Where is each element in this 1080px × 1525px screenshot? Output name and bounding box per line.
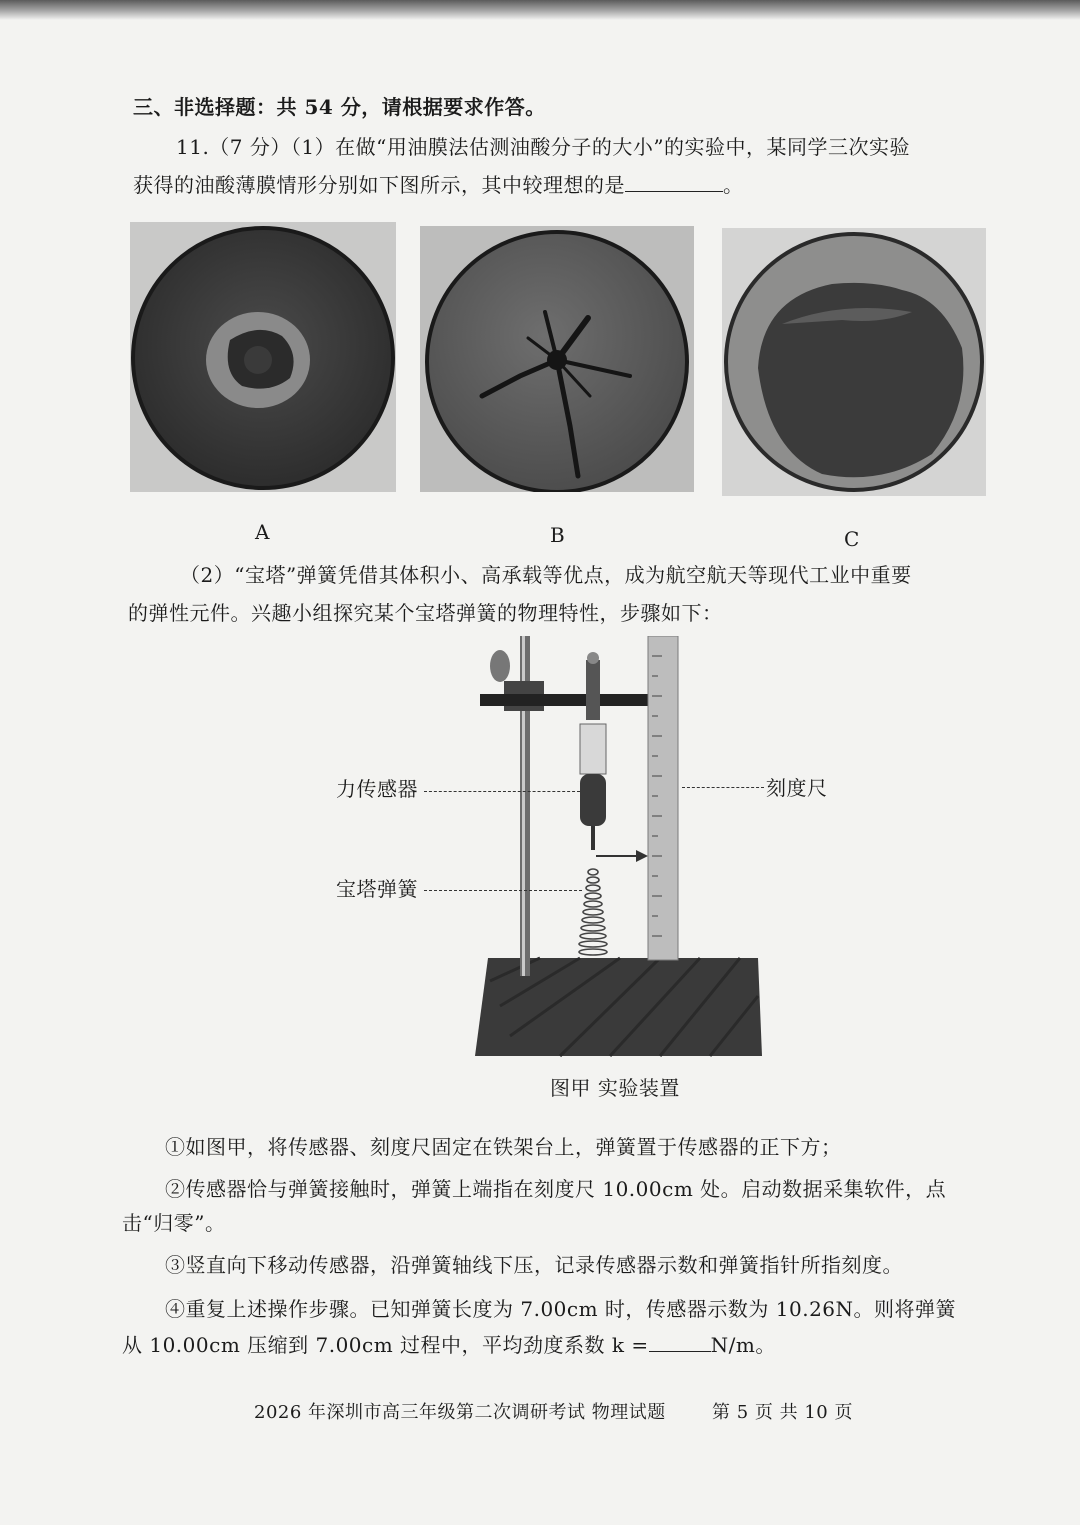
step-2-line1: ②传感器恰与弹簧接触时，弹簧上端指在刻度尺 10.00cm 处。启动数据采集软件，点 <box>165 1177 947 1201</box>
leader-pagoda-spring <box>424 890 582 891</box>
image-label-c: C <box>844 527 860 551</box>
experiment-apparatus-figure <box>470 636 770 1064</box>
label-pagoda-spring: 宝塔弹簧 <box>336 877 418 901</box>
leader-ruler <box>682 787 764 788</box>
scan-top-edge <box>0 0 1080 20</box>
step-4-line1: ④重复上述操作步骤。已知弹簧长度为 7.00cm 时，传感器示数为 10.26N。则将弹簧 <box>165 1297 957 1321</box>
oil-film-photo-a <box>130 222 396 492</box>
section-heading: 三、非选择题：共 54 分，请根据要求作答。 <box>133 95 546 119</box>
answer-blank-1[interactable] <box>625 173 723 192</box>
step-3: ③竖直向下移动传感器，沿弹簧轴线下压，记录传感器示数和弹簧指针所指刻度。 <box>165 1253 903 1277</box>
image-label-b: B <box>550 523 565 547</box>
oil-film-photo-b <box>420 226 694 492</box>
image-label-a: A <box>255 520 270 544</box>
figure-caption: 图甲 实验装置 <box>550 1076 680 1100</box>
part2-line1: （2）“宝塔”弹簧凭借其体积小、高承载等优点，成为航空航天等现代工业中重要 <box>180 563 912 587</box>
q11-line2-prefix: 获得的油酸薄膜情形分别如下图所示，其中较理想的是 <box>133 173 625 197</box>
step-4-line2 <box>122 1332 776 1358</box>
step-4-line2-suffix: N/m。 <box>710 1333 776 1357</box>
oil-film-ring-photo-icon <box>130 222 396 492</box>
q11-line2-suffix: 。 <box>723 173 744 197</box>
oil-film-dense-photo-icon <box>722 228 986 496</box>
label-ruler: 刻度尺 <box>766 776 828 800</box>
label-force-sensor: 力传感器 <box>336 777 418 801</box>
q11-line2 <box>133 172 744 198</box>
answer-blank-2[interactable] <box>649 1333 711 1352</box>
oil-film-cracked-photo-icon <box>420 226 694 492</box>
q11-line1: 11.（7 分）（1）在做“用油膜法估测油酸分子的大小”的实验中，某同学三次实验 <box>176 135 911 159</box>
oil-film-photo-c <box>722 228 986 496</box>
leader-force-sensor <box>424 791 580 792</box>
step-2-line2: 击“归零”。 <box>122 1211 226 1235</box>
footer-exam-title: 2026 年深圳市高三年级第二次调研考试 物理试题 <box>254 1402 666 1423</box>
step-4-line2-prefix: 从 10.00cm 压缩到 7.00cm 过程中，平均劲度系数 k = <box>122 1333 649 1357</box>
step-1: ①如图甲，将传感器、刻度尺固定在铁架台上，弹簧置于传感器的正下方； <box>165 1135 842 1159</box>
part2-line2: 的弹性元件。兴趣小组探究某个宝塔弹簧的物理特性，步骤如下： <box>128 601 723 625</box>
footer-page-number: 第 5 页 共 10 页 <box>712 1402 853 1423</box>
